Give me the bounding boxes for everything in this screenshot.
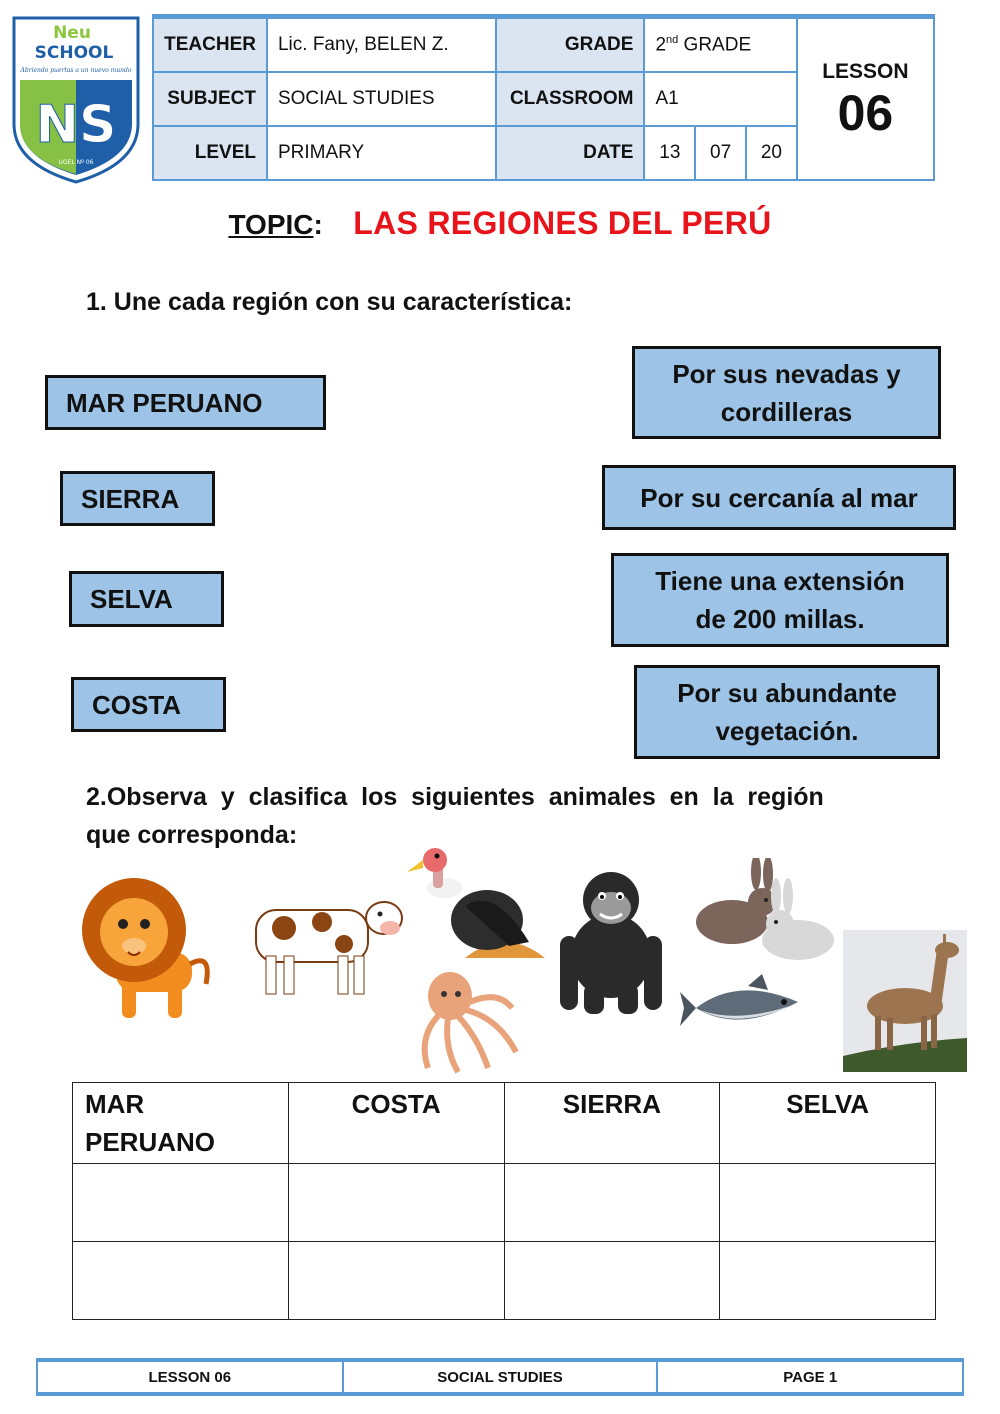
level-label: LEVEL [153, 126, 267, 180]
lesson-header [152, 14, 935, 180]
table-header-sierra: SIERRA [504, 1083, 720, 1164]
answer-cell[interactable] [720, 1242, 936, 1320]
feature-box-vegetacion[interactable] [634, 665, 940, 759]
region-box-selva[interactable]: SELVA [69, 571, 224, 627]
answer-cell[interactable] [73, 1242, 289, 1320]
page-footer [36, 1358, 964, 1396]
school-shield-icon [10, 14, 142, 184]
answer-cell[interactable] [504, 1242, 720, 1320]
teacher-value: Lic. Fany, BELEN Z. [267, 18, 496, 72]
answer-cell[interactable] [288, 1242, 504, 1320]
table-header-mar-peruano: MAR PERUANO [73, 1083, 289, 1164]
feature-line: Por sus nevadas y [672, 358, 901, 389]
rabbits-icon [684, 858, 848, 966]
condor-icon [405, 846, 551, 964]
svg-text:UGEL Nº 06: UGEL Nº 06 [58, 159, 94, 166]
topic-title: LAS REGIONES DEL PERÚ [353, 205, 772, 241]
lesson-label: LESSON [822, 60, 909, 83]
topic-heading [0, 205, 1000, 242]
teacher-label: TEACHER [153, 18, 267, 72]
lion-icon [78, 872, 218, 1024]
school-logo [10, 14, 142, 184]
classification-table [72, 1082, 936, 1320]
svg-text:Neu: Neu [53, 23, 91, 43]
date-day: 13 [644, 126, 695, 180]
feature-box-nevadas[interactable] [632, 346, 941, 439]
feature-line: de 200 millas. [695, 604, 865, 634]
lesson-badge [797, 18, 934, 180]
footer-page: PAGE 1 [657, 1362, 963, 1392]
region-box-mar-peruano[interactable]: MAR PERUANO [45, 375, 326, 430]
feature-box-200-millas[interactable] [611, 553, 949, 647]
footer-lesson: LESSON 06 [37, 1362, 343, 1392]
region-box-costa[interactable]: COSTA [71, 677, 226, 732]
cow-icon [244, 892, 408, 1000]
answer-cell[interactable] [720, 1164, 936, 1242]
answer-cell[interactable] [288, 1164, 504, 1242]
classroom-value: A1 [644, 72, 796, 126]
gorilla-icon [554, 866, 668, 1018]
subject-label: SUBJECT [153, 72, 267, 126]
octopus-icon [408, 968, 524, 1076]
date-year: 20 [746, 126, 797, 180]
feature-line: cordilleras [720, 396, 853, 427]
level-value: PRIMARY [267, 126, 496, 180]
feature-box-cercania-mar[interactable] [602, 465, 956, 530]
table-header-selva: SELVA [720, 1083, 936, 1164]
vicuna-icon [843, 930, 967, 1072]
lesson-number: 06 [837, 85, 894, 141]
grade-label: GRADE [496, 18, 645, 72]
svg-text:Abriendo puertas a un nuevo mu: Abriendo puertas a un nuevo mundo [20, 67, 132, 74]
answer-cell[interactable] [504, 1164, 720, 1242]
feature-line: Tiene una extensión [655, 566, 905, 596]
topic-label: TOPIC [228, 209, 314, 240]
fish-icon [678, 972, 818, 1042]
date-month: 07 [695, 126, 746, 180]
table-header-costa: COSTA [288, 1083, 504, 1164]
question-1-prompt: 1. Une cada región con su característica: [86, 288, 573, 316]
subject-value: SOCIAL STUDIES [267, 72, 496, 126]
feature-line: Por su abundante [677, 678, 897, 708]
topic-colon: : [313, 209, 323, 240]
grade-value: 2nd GRADE [644, 18, 796, 72]
region-box-sierra[interactable]: SIERRA [60, 471, 215, 526]
svg-text:NS: NS [35, 95, 117, 155]
answer-cell[interactable] [73, 1164, 289, 1242]
classroom-label: CLASSROOM [496, 72, 645, 126]
date-label: DATE [496, 126, 645, 180]
footer-subject: SOCIAL STUDIES [343, 1362, 658, 1392]
question-2-prompt: 2.Observa y clasifica los siguientes animales en la región que corresponda: [86, 783, 824, 849]
svg-text:SCHOOL: SCHOOL [34, 43, 114, 63]
feature-line: Por su cercanía al mar [640, 482, 918, 513]
feature-line: vegetación. [715, 716, 859, 746]
